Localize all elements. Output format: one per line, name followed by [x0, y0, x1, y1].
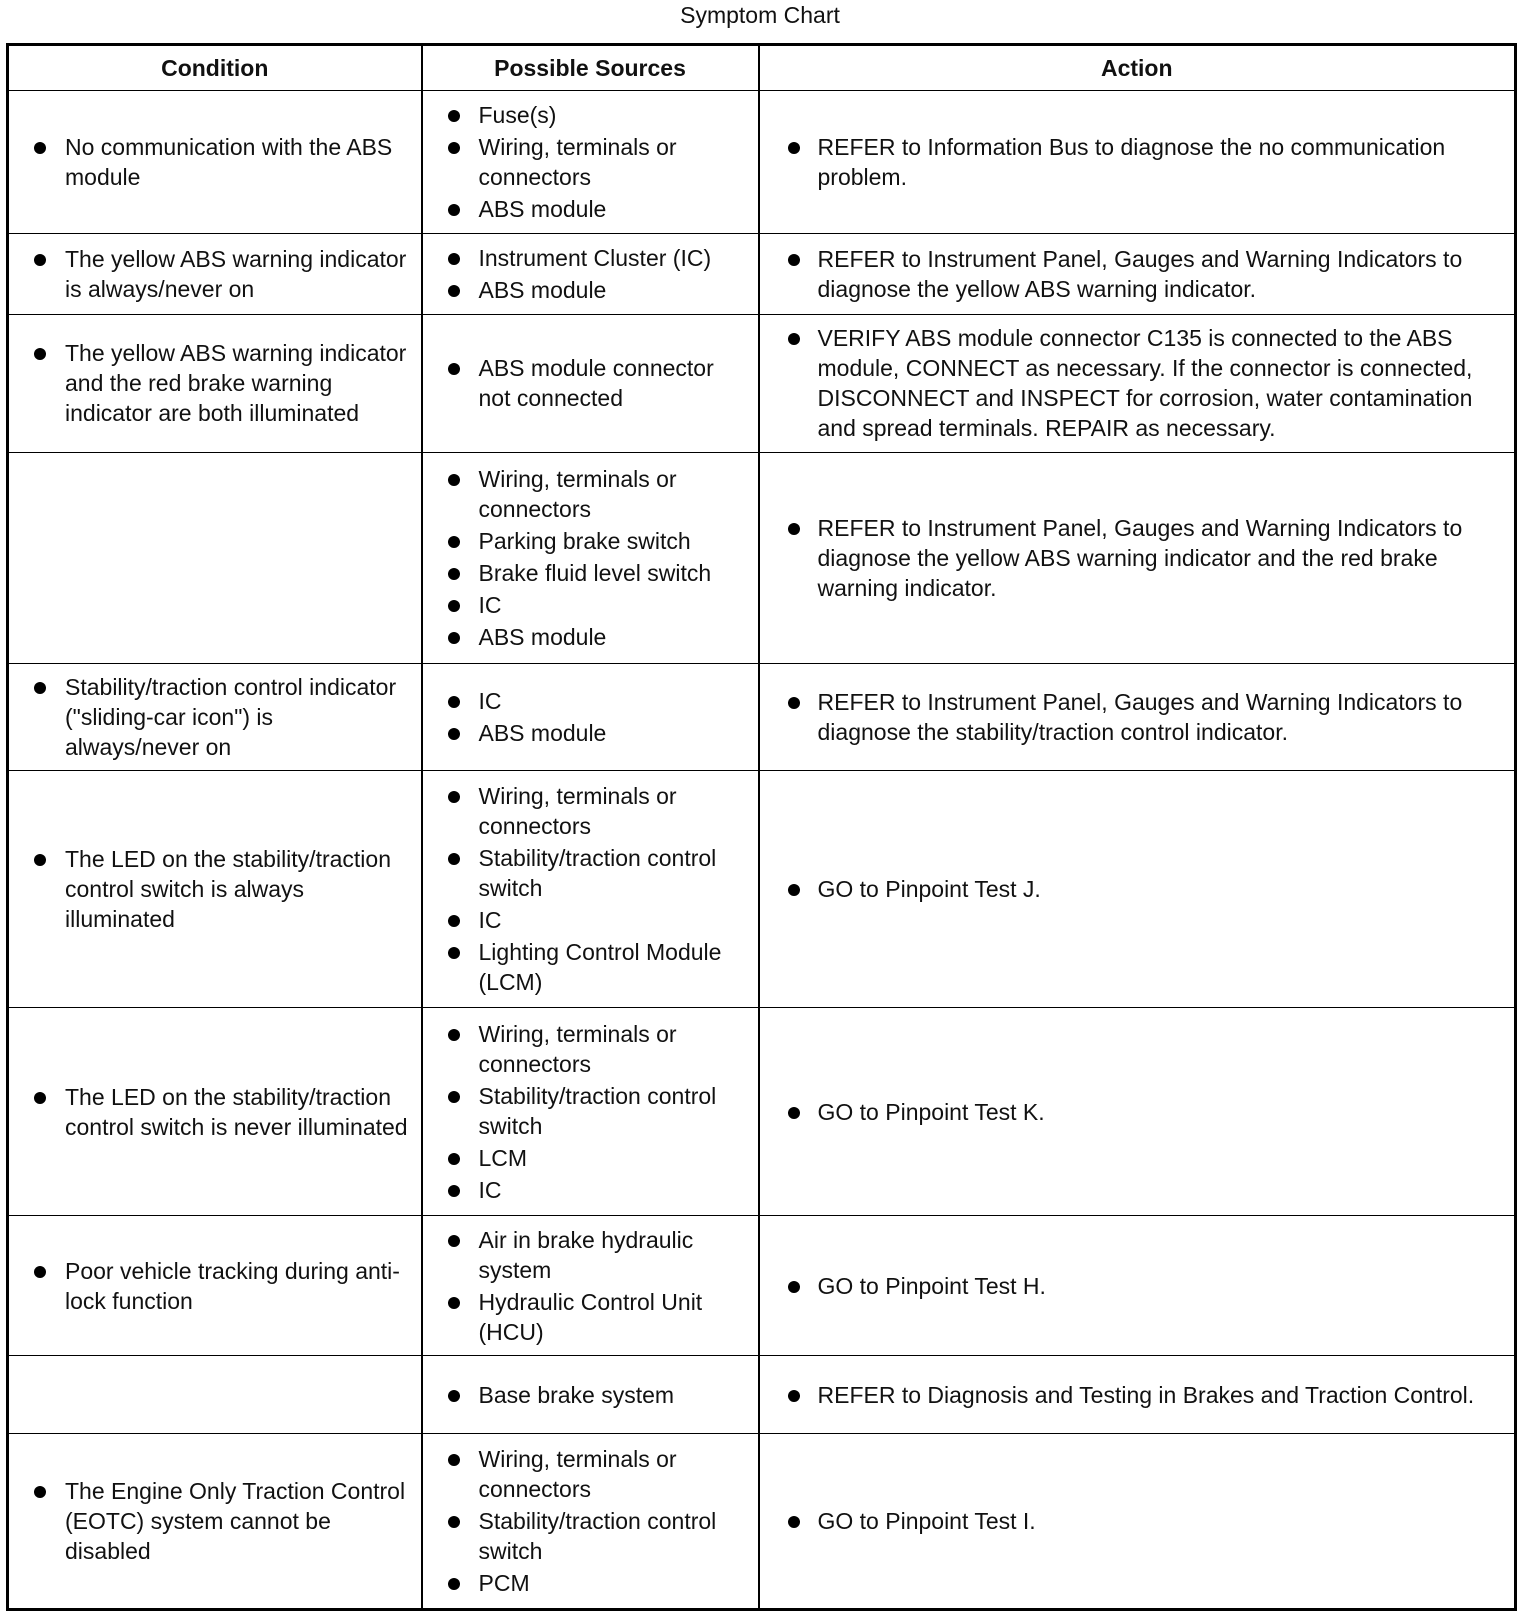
possible-sources-cell: [422, 1008, 759, 1216]
action-list: [760, 1271, 1515, 1301]
action-cell: [759, 452, 1516, 664]
possible-sources-cell: [422, 314, 759, 452]
condition-cell: [8, 91, 422, 234]
possible-sources-cell: [422, 1215, 759, 1355]
condition-cell: [8, 234, 422, 314]
condition-list: [9, 338, 421, 428]
table-row: [8, 234, 1516, 314]
possible-sources-list: [423, 686, 758, 748]
action-cell: [759, 1008, 1516, 1216]
condition-cell: [8, 452, 422, 664]
condition-cell: [8, 1008, 422, 1216]
table-row: [8, 452, 1516, 664]
table-row: [8, 770, 1516, 1008]
action-text: GO to Pinpoint Test K.: [760, 1097, 1507, 1127]
condition-list: [9, 132, 421, 192]
header-condition: Condition: [8, 45, 422, 91]
possible-source-item: Hydraulic Control Unit (HCU): [423, 1287, 752, 1347]
possible-source-item: Wiring, terminals or connectors: [423, 781, 752, 841]
condition-text: The LED on the stability/traction control switch is always illuminated: [9, 844, 413, 934]
table-row: [8, 1434, 1516, 1610]
action-list: [760, 1506, 1515, 1536]
action-text: GO to Pinpoint Test H.: [760, 1271, 1507, 1301]
possible-source-item: Lighting Control Module (LCM): [423, 937, 752, 997]
action-text: GO to Pinpoint Test J.: [760, 874, 1507, 904]
condition-cell: [8, 1434, 422, 1610]
possible-sources-list: [423, 243, 758, 305]
condition-text: The yellow ABS warning indicator is always/never on: [9, 244, 413, 304]
possible-sources-cell: [422, 91, 759, 234]
action-list: [760, 132, 1515, 192]
possible-sources-list: [423, 781, 758, 997]
possible-source-item: Stability/traction control switch: [423, 1081, 752, 1141]
condition-list: [9, 1256, 421, 1316]
action-cell: [759, 1215, 1516, 1355]
condition-text: Poor vehicle tracking during anti-lock function: [9, 1256, 413, 1316]
possible-source-item: Stability/traction control switch: [423, 1506, 752, 1566]
action-list: [760, 687, 1515, 747]
action-list: [760, 244, 1515, 304]
possible-source-item: Brake fluid level switch: [423, 558, 752, 588]
possible-source-item: IC: [423, 905, 752, 935]
possible-sources-list: [423, 100, 758, 224]
possible-source-item: ABS module: [423, 622, 752, 652]
action-cell: [759, 664, 1516, 770]
possible-sources-cell: [422, 1434, 759, 1610]
possible-source-item: Wiring, terminals or connectors: [423, 132, 752, 192]
action-text: GO to Pinpoint Test I.: [760, 1506, 1507, 1536]
action-text: REFER to Instrument Panel, Gauges and Warning Indicators to diagnose the yellow ABS warning indicator.: [760, 244, 1507, 304]
action-cell: [759, 1434, 1516, 1610]
possible-source-item: Wiring, terminals or connectors: [423, 1444, 752, 1504]
table-body: [8, 91, 1516, 1610]
table-row: [8, 1215, 1516, 1355]
page-title: Symptom Chart: [680, 2, 840, 28]
condition-text: The yellow ABS warning indicator and the red brake warning indicator are both illuminated: [9, 338, 413, 428]
possible-source-item: Wiring, terminals or connectors: [423, 464, 752, 524]
possible-source-item: LCM: [423, 1143, 752, 1173]
action-cell: [759, 770, 1516, 1008]
possible-sources-list: [423, 464, 758, 652]
possible-source-item: Wiring, terminals or connectors: [423, 1019, 752, 1079]
action-text: VERIFY ABS module connector C135 is connected to the ABS module, CONNECT as necessary. If the connector is connected, DISCONNECT and INSPECT for corrosion, water contamination and spread terminals. REPAIR as necessary.: [760, 323, 1507, 443]
action-list: [760, 874, 1515, 904]
possible-source-item: ABS module: [423, 194, 752, 224]
action-text: REFER to Instrument Panel, Gauges and Warning Indicators to diagnose the stability/traction control indicator.: [760, 687, 1507, 747]
possible-source-item: ABS module connector not connected: [423, 353, 752, 413]
condition-cell: [8, 664, 422, 770]
possible-source-item: PCM: [423, 1568, 752, 1598]
possible-source-item: IC: [423, 1175, 752, 1205]
condition-list: [9, 1476, 421, 1566]
condition-list: [9, 1082, 421, 1142]
condition-list: [9, 844, 421, 934]
action-text: REFER to Instrument Panel, Gauges and Warning Indicators to diagnose the yellow ABS warning indicator and the red brake warning indicator.: [760, 513, 1507, 603]
condition-text: No communication with the ABS module: [9, 132, 413, 192]
possible-source-item: Instrument Cluster (IC): [423, 243, 752, 273]
possible-source-item: Fuse(s): [423, 100, 752, 130]
possible-source-item: Parking brake switch: [423, 526, 752, 556]
action-cell: [759, 91, 1516, 234]
symptom-chart-table: [6, 43, 1517, 1611]
possible-sources-cell: [422, 770, 759, 1008]
action-list: [760, 513, 1515, 603]
possible-sources-list: [423, 1380, 758, 1410]
action-list: [760, 1380, 1515, 1410]
possible-source-item: Base brake system: [423, 1380, 752, 1410]
possible-source-item: ABS module: [423, 275, 752, 305]
possible-source-item: IC: [423, 590, 752, 620]
possible-source-item: IC: [423, 686, 752, 716]
possible-sources-cell: [422, 452, 759, 664]
action-cell: [759, 1356, 1516, 1434]
table-header-row: [8, 45, 1516, 91]
possible-sources-list: [423, 1444, 758, 1598]
condition-list: [9, 672, 421, 762]
possible-sources-list: [423, 1019, 758, 1205]
table-row: [8, 1008, 1516, 1216]
table-row: [8, 1356, 1516, 1434]
condition-list: [9, 244, 421, 304]
condition-cell: [8, 770, 422, 1008]
possible-sources-list: [423, 353, 758, 413]
possible-sources-cell: [422, 234, 759, 314]
possible-sources-cell: [422, 664, 759, 770]
possible-sources-cell: [422, 1356, 759, 1434]
header-action: Action: [759, 45, 1516, 91]
action-text: REFER to Information Bus to diagnose the no communication problem.: [760, 132, 1507, 192]
condition-cell: [8, 1356, 422, 1434]
condition-text: The Engine Only Traction Control (EOTC) system cannot be disabled: [9, 1476, 413, 1566]
action-cell: [759, 234, 1516, 314]
action-list: [760, 323, 1515, 443]
condition-text: Stability/traction control indicator ("sliding-car icon") is always/never on: [9, 672, 413, 762]
action-text: REFER to Diagnosis and Testing in Brakes and Traction Control.: [760, 1380, 1507, 1410]
action-cell: [759, 314, 1516, 452]
possible-source-item: Air in brake hydraulic system: [423, 1225, 752, 1285]
table-row: [8, 664, 1516, 770]
action-list: [760, 1097, 1515, 1127]
table-row: [8, 91, 1516, 234]
possible-source-item: Stability/traction control switch: [423, 843, 752, 903]
condition-cell: [8, 314, 422, 452]
possible-sources-list: [423, 1225, 758, 1347]
header-possible-sources: Possible Sources: [422, 45, 759, 91]
condition-text: The LED on the stability/traction control switch is never illuminated: [9, 1082, 413, 1142]
possible-source-item: ABS module: [423, 718, 752, 748]
table-row: [8, 314, 1516, 452]
condition-cell: [8, 1215, 422, 1355]
